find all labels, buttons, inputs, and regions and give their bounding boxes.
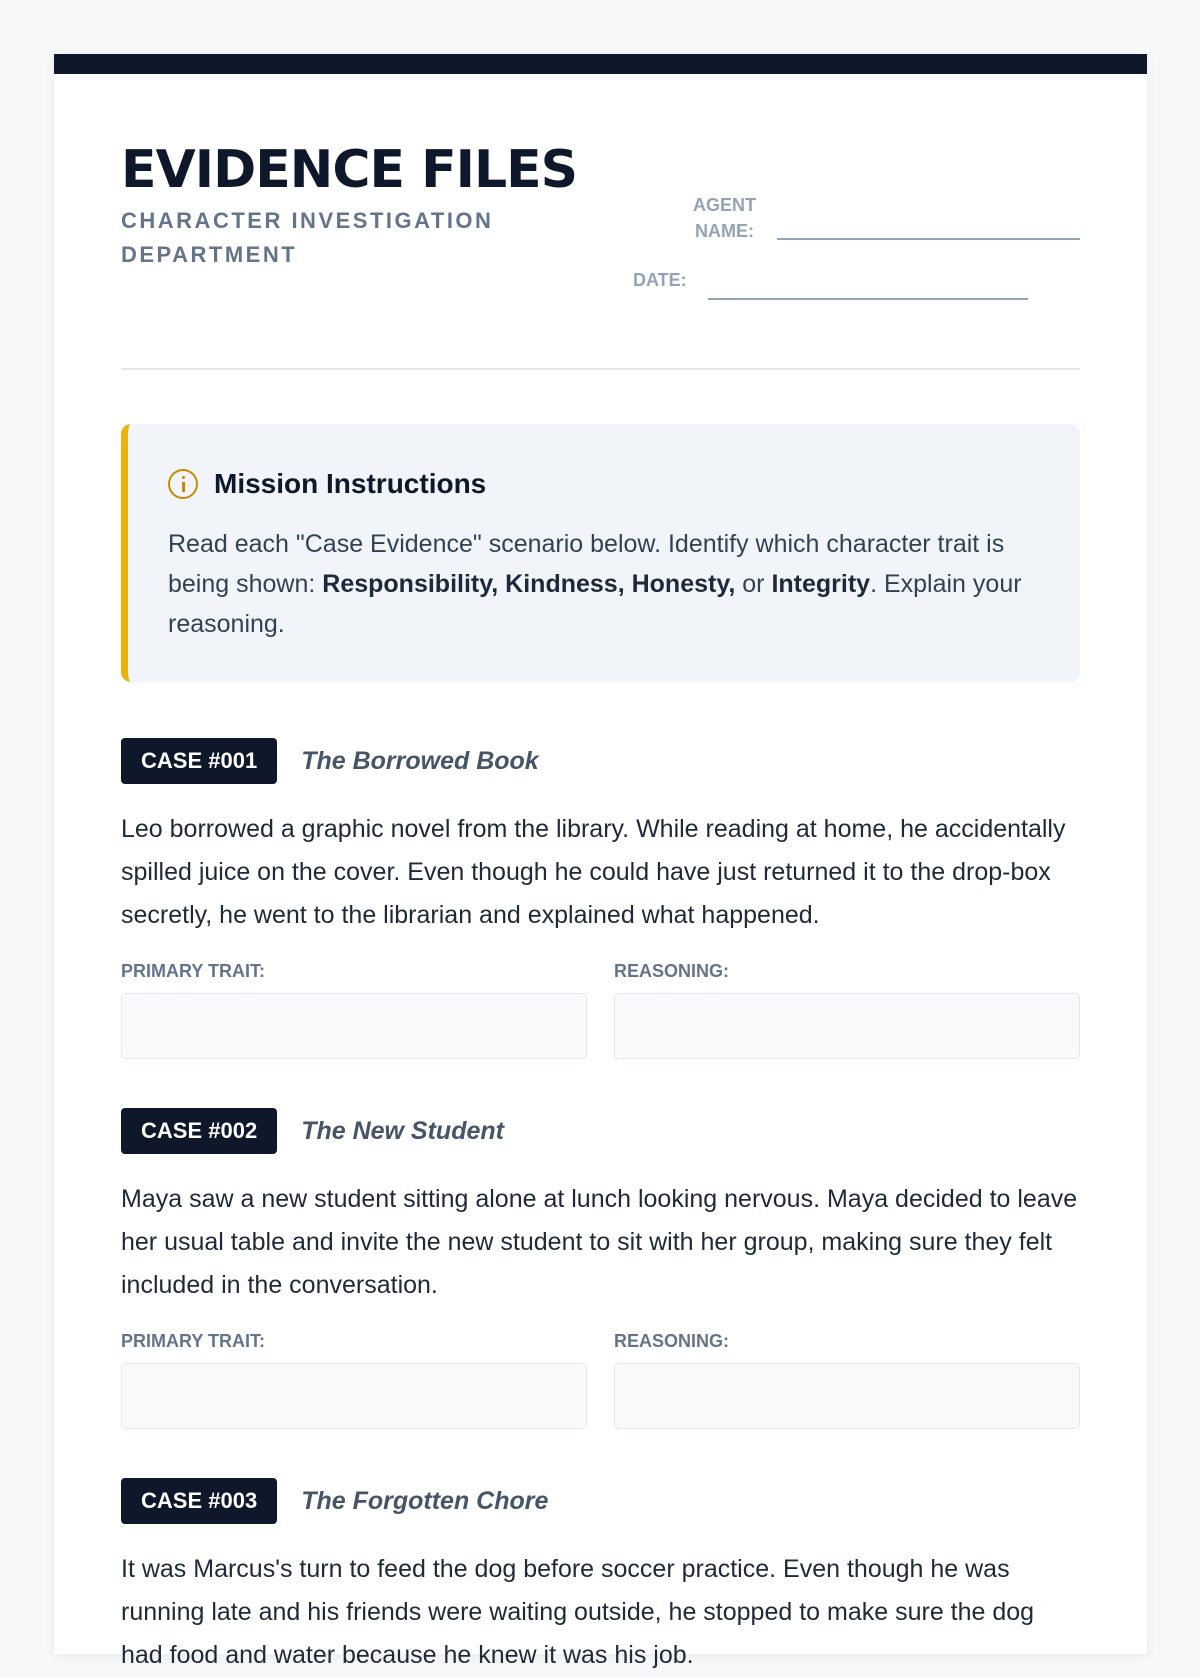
case-text: Maya saw a new student sitting alone at lunch looking nervous. Maya decided to leave her usual table and invite the new student to sit with her group, making sure they felt included in the conversation. (121, 1185, 1078, 1299)
case-card (121, 1108, 1080, 1429)
case-badge: CASE #002 (121, 1108, 277, 1154)
header (121, 74, 1080, 370)
page-subtitle: CHARACTER INVESTIGATION DEPARTMENT (121, 208, 494, 267)
case-badge: CASE #001 (121, 738, 277, 784)
info-icon (168, 469, 198, 499)
mission-header (168, 468, 486, 500)
date-field[interactable] (708, 298, 1028, 300)
agent-name-field[interactable] (777, 238, 1080, 240)
case-card (121, 1478, 1080, 1677)
case-text: Leo borrowed a graphic novel from the library. While reading at home, he accidentally spilled juice on the cover. Even though he could have just returned it to the drop-box secretly, he went to the librarian and explained what happened. (121, 815, 1066, 929)
reasoning-answer (614, 1329, 1080, 1429)
agent-name-label: AGENT NAME: (693, 195, 756, 241)
case-header (121, 1478, 1080, 1524)
mission-title: Mission Instructions (214, 468, 487, 499)
mission-instructions (121, 424, 1080, 682)
worksheet-content (121, 74, 1080, 1669)
case-header (121, 1108, 1080, 1154)
page-title: EVIDENCE FILES (121, 140, 578, 200)
trait-input[interactable] (121, 1363, 587, 1429)
reasoning-input[interactable] (614, 1363, 1080, 1429)
answer-row (121, 1329, 1080, 1429)
header-divider (121, 368, 1080, 370)
date-label: DATE: (633, 270, 687, 290)
trait-answer (121, 959, 587, 1059)
mission-text: Read each "Case Evidence" scenario below. Identify which character trait is being shown: Responsibility, Kindness, Honesty, or Integrity. Explain your reasoning. (168, 530, 1022, 638)
reasoning-input[interactable] (614, 993, 1080, 1059)
reasoning-label: REASONING: (614, 1331, 730, 1351)
case-title: The Borrowed Book (301, 746, 539, 775)
case-text: It was Marcus's turn to feed the dog before soccer practice. Even though he was running late and his friends were waiting outside, he stopped to make sure the dog had food and water because he knew it was his job. (121, 1555, 1035, 1669)
worksheet (54, 54, 1147, 1669)
trait-label: PRIMARY TRAIT: (121, 1331, 265, 1351)
case-badge: CASE #003 (121, 1478, 277, 1524)
answer-row (121, 959, 1080, 1059)
trait-answer (121, 1329, 587, 1429)
reasoning-label: REASONING: (614, 961, 730, 981)
top-bar (54, 54, 1147, 74)
case-title: The New Student (301, 1116, 504, 1145)
trait-label: PRIMARY TRAIT: (121, 961, 265, 981)
reasoning-answer (614, 959, 1080, 1059)
trait-input[interactable] (121, 993, 587, 1059)
case-title: The Forgotten Chore (301, 1486, 549, 1515)
case-card (121, 738, 1080, 1059)
case-header (121, 738, 1080, 784)
